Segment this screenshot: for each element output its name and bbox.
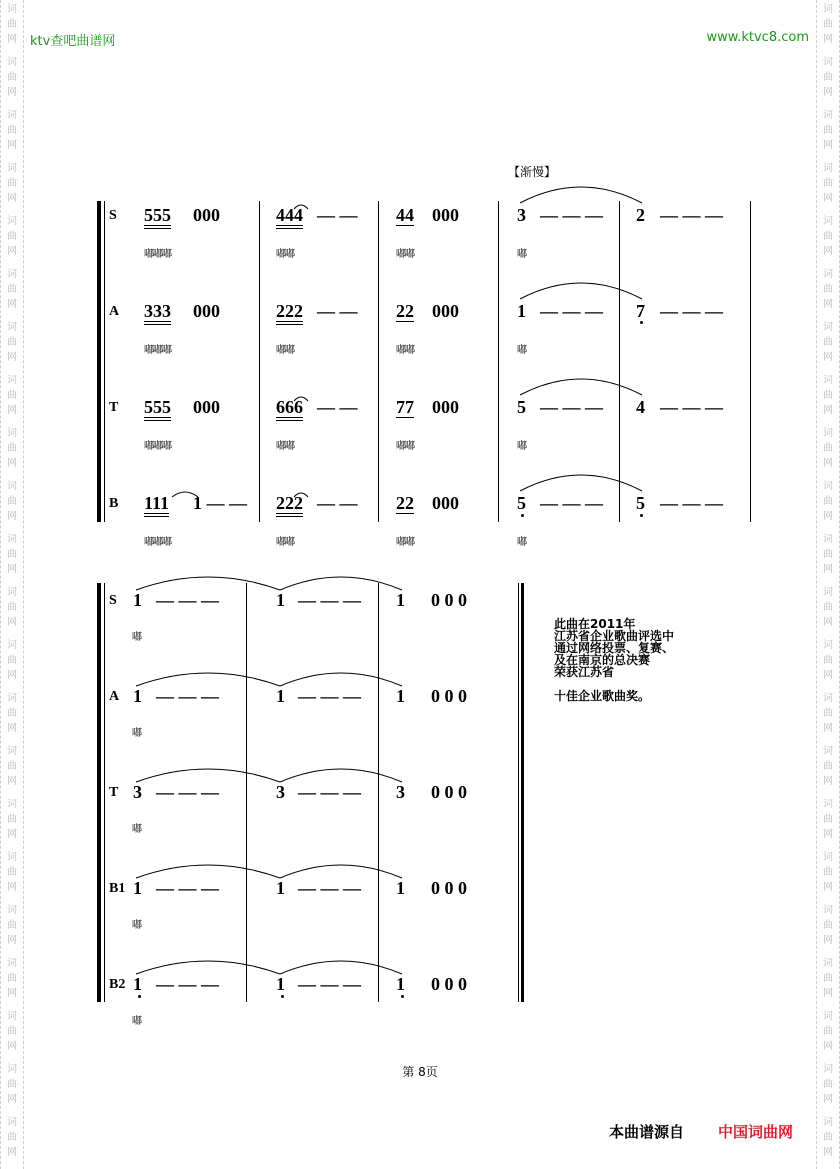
watermark-char: 网 [823, 988, 833, 999]
watermark-char: 网 [7, 87, 17, 98]
watermark-char: 词 [823, 587, 833, 598]
rest-group: — — — [540, 205, 603, 225]
watermark-char: 曲 [823, 814, 833, 825]
note-group: 222 [276, 493, 303, 517]
watermark-char: 网 [823, 34, 833, 45]
part-label: B1 [109, 881, 126, 896]
lyric-text: 嘟 [517, 345, 526, 356]
composition-note-line: 通过网络投票、复赛、 [554, 641, 675, 655]
composition-note [554, 618, 674, 702]
note-group: 44 [396, 205, 414, 225]
rest-group: 000 [193, 205, 220, 225]
rest-group: — — [317, 397, 358, 417]
rest-group: — — [317, 205, 358, 225]
watermark-char: 网 [823, 670, 833, 681]
footer-source-site[interactable]: 中国词曲网 [718, 1123, 794, 1141]
watermark-char: 曲 [823, 284, 833, 295]
watermark-char: 网 [7, 617, 17, 628]
rest-group: — — — [156, 878, 219, 898]
lyric-text: 嘟嘟 [396, 537, 414, 548]
watermark-char: 网 [823, 776, 833, 787]
rest-group: — — — [156, 782, 219, 802]
slur-arc [280, 961, 402, 974]
watermark-char: 词 [823, 216, 833, 227]
watermark-char: 网 [7, 1147, 17, 1158]
watermark-char: 词 [7, 481, 17, 492]
rest-group: — — — [156, 974, 219, 994]
rest-group: — — — [156, 590, 219, 610]
lyric-text: 嘟 [132, 1016, 141, 1027]
slur-arc [136, 865, 280, 878]
lyric-text: 嘟 [132, 728, 141, 739]
lyric-text: 嘟嘟嘟 [144, 345, 171, 356]
watermark-char: 词 [7, 958, 17, 969]
note-group: 3 [517, 205, 526, 225]
watermark-char: 词 [823, 375, 833, 386]
watermark-char: 词 [7, 587, 17, 598]
watermark-char: 词 [7, 746, 17, 757]
lyric-text: 嘟嘟嘟 [144, 249, 171, 260]
watermark-char: 曲 [7, 1079, 17, 1090]
watermark-char: 曲 [7, 920, 17, 931]
watermark-char: 网 [823, 299, 833, 310]
watermark-char: 曲 [7, 973, 17, 984]
part-label: T [109, 400, 119, 415]
watermark-char: 曲 [7, 19, 17, 30]
watermark-char: 曲 [7, 1132, 17, 1143]
slur-arc [280, 577, 402, 590]
watermark-char: 网 [823, 511, 833, 522]
watermark-char: 网 [7, 776, 17, 787]
watermark-char: 词 [823, 163, 833, 174]
slur-arc [294, 397, 308, 401]
watermark-char: 词 [823, 693, 833, 704]
watermark-char: 网 [7, 882, 17, 893]
watermark-char: 曲 [823, 973, 833, 984]
note-group: 22 [396, 493, 414, 513]
watermark-char: 词 [7, 640, 17, 651]
slur-arc [172, 492, 198, 497]
watermark-char: 词 [7, 1064, 17, 1075]
watermark-char: 曲 [823, 72, 833, 83]
watermark-char: 曲 [7, 708, 17, 719]
note-group: 1 [276, 974, 285, 994]
watermark-char: 网 [823, 1094, 833, 1105]
lyric-text: 嘟嘟 [396, 345, 414, 356]
watermark-char: 词 [7, 216, 17, 227]
watermark-char: 曲 [823, 761, 833, 772]
note-group: 1 [133, 974, 142, 994]
watermark-char: 词 [823, 746, 833, 757]
watermark-char: 词 [7, 1117, 17, 1128]
page-number: 第 8页 [402, 1065, 438, 1079]
watermark-char: 网 [7, 723, 17, 734]
note-group: 3 [133, 782, 142, 802]
rest-group: — — — [660, 205, 723, 225]
watermark-char: 词 [823, 799, 833, 810]
watermark-char: 词 [823, 958, 833, 969]
part-label: S [109, 593, 117, 608]
watermark-char: 曲 [823, 602, 833, 613]
header-left-site[interactable]: ktv查吧曲谱网 [30, 34, 116, 49]
note-group: 555 [144, 397, 171, 421]
watermark-char: 曲 [823, 337, 833, 348]
part-label: B2 [109, 977, 126, 992]
watermark-char: 词 [823, 428, 833, 439]
note-group: 1 [276, 878, 285, 898]
rest-group: 000 [432, 301, 459, 321]
watermark-char: 网 [823, 829, 833, 840]
watermark-char: 网 [7, 352, 17, 363]
watermark-char: 词 [7, 428, 17, 439]
watermark-char: 词 [7, 269, 17, 280]
lyric-text: 嘟嘟 [276, 345, 294, 356]
watermark-char: 曲 [823, 708, 833, 719]
note-group: 222 [276, 301, 303, 325]
watermark-char: 网 [7, 1094, 17, 1105]
rest-group: — — — [298, 590, 361, 610]
watermark-char: 网 [823, 405, 833, 416]
watermark-char: 词 [7, 905, 17, 916]
note-group: 4 [636, 397, 645, 417]
rest-group: — — — [298, 974, 361, 994]
watermark-char: 曲 [823, 125, 833, 136]
watermark-char: 词 [7, 799, 17, 810]
watermark-char: 网 [7, 299, 17, 310]
watermark-char: 词 [823, 110, 833, 121]
watermark-char: 曲 [823, 867, 833, 878]
header-right-site[interactable]: www.ktvc8.com [706, 30, 809, 45]
watermark-char: 词 [823, 4, 833, 15]
watermark-char: 网 [7, 405, 17, 416]
note-group: 1 [133, 590, 142, 610]
rest-group: — — [317, 301, 358, 321]
note-group: 1 [396, 974, 405, 994]
part-label: S [109, 208, 117, 223]
rest-group: 0 0 0 [431, 686, 467, 706]
watermark-char: 曲 [7, 443, 17, 454]
watermark-char: 词 [7, 852, 17, 863]
part-label: B [109, 496, 119, 511]
rest-group: — — — [298, 686, 361, 706]
watermark-char: 曲 [823, 19, 833, 30]
watermark-char: 词 [7, 110, 17, 121]
note-group: 1 [276, 590, 285, 610]
rest-group: 0 0 0 [431, 590, 467, 610]
lyric-text: 嘟嘟嘟 [144, 441, 171, 452]
note-group: 1 [396, 590, 405, 610]
watermark-char: 曲 [7, 496, 17, 507]
note-group: 1 [133, 686, 142, 706]
note-group: 444 [276, 205, 303, 229]
slur-arc [136, 673, 280, 686]
note-group: 77 [396, 397, 414, 417]
watermark-char: 网 [7, 988, 17, 999]
watermark-char: 曲 [7, 549, 17, 560]
rest-group: — — — [156, 686, 219, 706]
lyric-text: 嘟嘟 [276, 441, 294, 452]
watermark-char: 曲 [823, 231, 833, 242]
watermark-char: 词 [823, 852, 833, 863]
watermark-char: 曲 [7, 125, 17, 136]
watermark-char: 网 [7, 1041, 17, 1052]
rest-group: — — — [540, 493, 603, 513]
watermark-char: 网 [7, 193, 17, 204]
rest-group: 000 [432, 493, 459, 513]
watermark-char: 网 [7, 935, 17, 946]
watermark-char: 曲 [7, 1026, 17, 1037]
slur-arc [136, 769, 280, 782]
note-group: 2 [636, 205, 645, 225]
watermark-char: 词 [823, 322, 833, 333]
watermark-char: 词 [7, 57, 17, 68]
watermark-char: 曲 [7, 231, 17, 242]
watermark-char: 词 [823, 481, 833, 492]
rest-group: 0 0 0 [431, 878, 467, 898]
watermark-char: 词 [823, 905, 833, 916]
lyric-text: 嘟嘟 [276, 249, 294, 260]
slur-arc [520, 379, 642, 395]
watermark-char: 网 [823, 140, 833, 151]
watermark-char: 词 [823, 57, 833, 68]
watermark-char: 曲 [823, 496, 833, 507]
watermark-char: 网 [7, 246, 17, 257]
watermark-char: 网 [7, 564, 17, 575]
watermark-char: 词 [823, 1117, 833, 1128]
watermark-char: 网 [823, 246, 833, 257]
slur-arc [136, 961, 280, 974]
note-group: 666 [276, 397, 303, 421]
note-group: 5 [517, 397, 526, 417]
part-label: A [109, 304, 120, 319]
note-group: 3 [396, 782, 405, 802]
note-group: 3 [276, 782, 285, 802]
watermark-char: 网 [823, 882, 833, 893]
composition-note-line: 此曲在2011年 [554, 617, 636, 631]
watermark-char: 网 [7, 829, 17, 840]
lyric-text: 嘟 [132, 824, 141, 835]
composition-note-line: 荣获江苏省 [554, 665, 615, 679]
watermark-char: 词 [7, 375, 17, 386]
watermark-char: 曲 [7, 761, 17, 772]
watermark-char: 词 [823, 269, 833, 280]
lyric-text: 嘟嘟 [396, 249, 414, 260]
slur-arc [520, 475, 642, 491]
watermark-char: 网 [823, 352, 833, 363]
watermark-char: 曲 [823, 920, 833, 931]
rest-group: — — [317, 493, 358, 513]
footer-source-label: 本曲谱源自 [609, 1123, 685, 1141]
watermark-char: 网 [823, 458, 833, 469]
watermark-char: 词 [7, 4, 17, 15]
watermark-char: 网 [7, 511, 17, 522]
rest-group: 000 [432, 205, 459, 225]
watermark-char: 曲 [823, 655, 833, 666]
watermark-char: 曲 [823, 549, 833, 560]
watermark-char: 曲 [7, 390, 17, 401]
note-group: 1 [396, 686, 405, 706]
watermark-char: 词 [7, 322, 17, 333]
watermark-char: 曲 [823, 1026, 833, 1037]
lyric-text: 嘟 [132, 920, 141, 931]
watermark-char: 词 [823, 640, 833, 651]
note-group: 7 [636, 301, 645, 321]
rest-group: 0 0 0 [431, 782, 467, 802]
watermark-char: 词 [823, 1011, 833, 1022]
watermark-char: 网 [823, 564, 833, 575]
note-group: 1 [133, 878, 142, 898]
watermark-char: 曲 [7, 178, 17, 189]
rest-group: — — — [660, 493, 723, 513]
watermark-char: 曲 [7, 337, 17, 348]
watermark-char: 网 [7, 458, 17, 469]
part-label: T [109, 785, 119, 800]
watermark-char: 词 [7, 693, 17, 704]
slur-arc [294, 493, 308, 497]
watermark-char: 网 [823, 935, 833, 946]
note-group: 1 [517, 301, 526, 321]
rest-group: — — — [660, 301, 723, 321]
rest-group: 000 [193, 301, 220, 321]
slur-arc [280, 673, 402, 686]
watermark-char: 网 [823, 1041, 833, 1052]
watermark-char: 网 [823, 1147, 833, 1158]
rest-group: — — — [298, 782, 361, 802]
lyric-text: 嘟嘟嘟 [144, 537, 171, 548]
watermark-char: 词 [823, 534, 833, 545]
watermark-char: 曲 [7, 284, 17, 295]
note-group: 555 [144, 205, 171, 229]
note-group: 333 [144, 301, 171, 325]
watermark-char: 网 [823, 617, 833, 628]
rest-group: 0 0 0 [431, 974, 467, 994]
note-group: 5 [517, 493, 526, 513]
slur-arc [520, 187, 642, 203]
lyric-text: 嘟嘟 [276, 537, 294, 548]
watermark-char: 网 [7, 670, 17, 681]
rest-group: — — — [660, 397, 723, 417]
watermark-char: 曲 [823, 1079, 833, 1090]
watermark-char: 网 [823, 723, 833, 734]
slur-arc [280, 865, 402, 878]
lyric-text: 嘟 [517, 537, 526, 548]
watermark-char: 曲 [7, 814, 17, 825]
rest-group: 1 — — [193, 493, 247, 513]
watermark-char: 网 [823, 193, 833, 204]
note-group: 5 [636, 493, 645, 513]
composition-note-line: 江苏省企业歌曲评选中 [554, 629, 675, 643]
watermark-char: 曲 [823, 390, 833, 401]
rest-group: — — — [540, 397, 603, 417]
watermark-char: 曲 [823, 1132, 833, 1143]
watermark-char: 曲 [823, 443, 833, 454]
watermark-char: 网 [823, 87, 833, 98]
composition-award: 十佳企业歌曲奖。 [554, 689, 651, 703]
rest-group: — — — [298, 878, 361, 898]
lyric-text: 嘟 [132, 632, 141, 643]
note-group: 22 [396, 301, 414, 321]
rest-group: 000 [193, 397, 220, 417]
watermark-char: 曲 [7, 655, 17, 666]
note-group: 1 [276, 686, 285, 706]
watermark-char: 网 [7, 140, 17, 151]
lyric-text: 嘟 [517, 441, 526, 452]
watermark-char: 词 [7, 163, 17, 174]
slur-arc [280, 769, 402, 782]
watermark-char: 曲 [7, 72, 17, 83]
watermark-char: 词 [7, 534, 17, 545]
note-group: 1 [396, 878, 405, 898]
slur-arc [136, 577, 280, 590]
lyric-text: 嘟嘟 [396, 441, 414, 452]
part-label: A [109, 689, 120, 704]
watermark-char: 词 [7, 1011, 17, 1022]
watermark-char: 网 [7, 34, 17, 45]
rest-group: 000 [432, 397, 459, 417]
composition-note-line: 及在南京的总决赛 [554, 653, 651, 667]
tempo-marking: 【渐慢】 [508, 165, 557, 179]
watermark-char: 曲 [823, 178, 833, 189]
watermark-char: 词 [823, 1064, 833, 1075]
lyric-text: 嘟 [517, 249, 526, 260]
watermark-char: 曲 [7, 602, 17, 613]
note-group: 111 [144, 493, 169, 517]
slur-arc [520, 283, 642, 299]
watermark-char: 曲 [7, 867, 17, 878]
rest-group: — — — [540, 301, 603, 321]
slur-arc [294, 205, 308, 209]
